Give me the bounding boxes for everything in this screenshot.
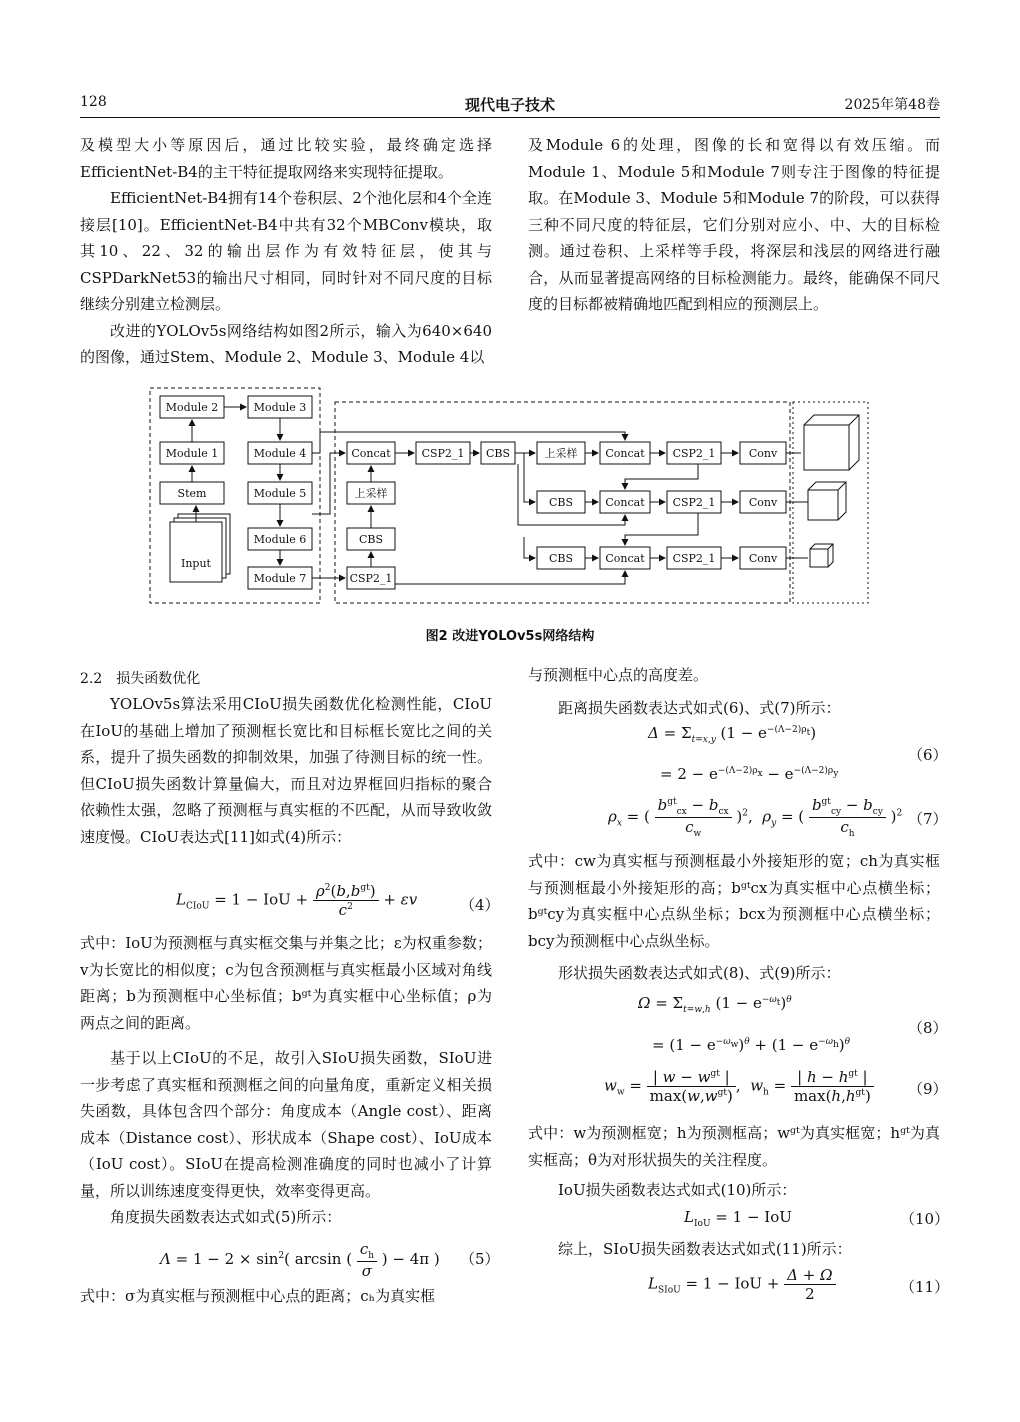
paragraph: 式中：cw为真实框与预测框最小外接矩形的宽；ch为真实框与预测框最小外接矩形的高；bᵍᵗcx为真实框中心点横坐标；bᵍᵗcy为真实框中心点纵坐标；bcx为预测框中心点横坐标；bcy为预测框中心点纵坐标。 xyxy=(528,852,940,950)
issue-info: 2025年第48卷 xyxy=(844,97,940,113)
paragraph: 及模型大小等原因后，通过比较实验，最终确定选择EfficientNet-B4的主干特征提取网络来实现特征提取。 xyxy=(80,136,492,181)
label-module7: Module 7 xyxy=(253,572,307,585)
equation-number: （11） xyxy=(900,1278,950,1296)
label-cbs: CBS xyxy=(548,552,574,565)
label-csp: CSP2_1 xyxy=(672,447,716,460)
equation-8-line2: = $(1 - e^{-\omega_w})^\theta + (1 - e^{-\omega_h})^\theta$ xyxy=(652,1036,851,1054)
paragraph: YOLOv5s算法采用CIoU损失函数优化检测性能，CIoU在IoU的基础上增加了预测框长宽比和目标框长宽比之间的关系，提升了损失函数的抑制效果，加强了待测目标的统一性。但CIoU损失函数计算量偏大，而且对边界框回归指标的聚合依赖性太强，忽略了预测框与真实框的不匹配，从而导致收敛速度慢。CIoU表达式[11]如式(4)所示： xyxy=(80,695,492,846)
equation-number: （4） xyxy=(460,896,500,914)
label-module5: Module 5 xyxy=(253,487,307,500)
label-csp: CSP2_1 xyxy=(421,447,465,460)
paragraph: 及Module 6的处理，图像的长和宽得以有效压缩。而Module 1、Module 5和Module 7则专注于图像的特征提取。在Module 3、Module 5和Module 7的阶段，可以获得三种不同尺度的特征层，它们分别对应小、中、大的目标检测。通过卷积、上采样等手段，将深层和浅层的网络进行融合，从而显著提高网络的目标检测能力。最终，能确保不同尺度的目标都被精确地匹配到相应的预测层上。 xyxy=(528,136,940,313)
paragraph: IoU损失函数表达式如式(10)所示： xyxy=(558,1181,797,1199)
paragraph: 式中：IoU为预测框与真实框交集与并集之比；ε为权重参数；v为长宽比的相似度；c为包含预测框与真实框最小区域对角线距离；b为预测框中心坐标值；bᵍᵗ为真实框中心坐标值；ρ为两点之间的距离。 xyxy=(80,934,492,1032)
label-stem: Stem xyxy=(177,487,207,500)
label-upsample: 上采样 xyxy=(354,487,388,500)
label-module4: Module 4 xyxy=(253,447,307,460)
equation-number: （8） xyxy=(908,1019,948,1037)
equation-number: （6） xyxy=(908,746,948,764)
label-cbs: CBS xyxy=(485,447,511,460)
paragraph: 角度损失函数表达式如式(5)所示： xyxy=(110,1208,342,1226)
label-cbs: CBS xyxy=(358,533,384,546)
right-column-bottom-d xyxy=(528,1236,940,1263)
left-column-bottom-a xyxy=(80,691,492,850)
equation-number: （10） xyxy=(900,1210,950,1228)
equation-4: $L_{CIoU} = 1$ − IoU + $\frac{\rho^2(b,b^{gt})}{c^2}$ + εv xyxy=(176,882,418,919)
network-diagram xyxy=(140,385,880,610)
label-conv: Conv xyxy=(748,552,778,565)
label-csp: CSP2_1 xyxy=(672,496,716,509)
label-concat: Concat xyxy=(351,447,391,460)
paragraph: 式中：σ为真实框与预测框中心点的距离；cₕ为真实框 xyxy=(80,1287,436,1305)
paragraph: 形状损失函数表达式如式(8)、式(9)所示： xyxy=(558,964,841,982)
label-module1: Module 1 xyxy=(165,447,219,460)
paragraph: EfficientNet-B4拥有14个卷积层、2个池化层和4个全连接层[10]。EfficientNet-B4中共有32个MBConv模块，取其10、22、32的输出层作为有效特征层，使其与CSPDarkNet53的输出尺寸相同，同时针对不同尺度的目标继续分别建立检测层。 xyxy=(80,189,492,313)
label-csp: CSP2_1 xyxy=(672,552,716,565)
header-rule xyxy=(80,117,940,118)
figure-caption: 图2 改进YOLOv5s网络结构 xyxy=(425,629,595,644)
right-column-bottom-a xyxy=(528,662,940,721)
right-column-bottom-c xyxy=(528,1120,940,1204)
equation-5: $\Lambda = 1 - 2 \times \sin^2$( arcsin ( $\frac{c_h}{\sigma}$ ) − 4π ) xyxy=(160,1240,440,1280)
label-upsample: 上采样 xyxy=(544,447,578,460)
equation-7: $\rho_x$ = ( $\frac{b^{gt}_{cx} - b_{cx}}{c_w}$ )$^2$, $\rho_y$ = ( $\frac{b^{gt}_{cy} - b_{cy}}{c_h}$ )$^2$ xyxy=(608,796,903,839)
label-module3: Module 3 xyxy=(253,401,307,414)
left-column-bottom-c xyxy=(80,1283,492,1310)
right-column-top xyxy=(528,132,940,318)
left-column-top xyxy=(80,132,492,371)
label-conv: Conv xyxy=(748,496,778,509)
equation-9: $w_w$ = $\frac{| w - w^{gt} |}{\max(w,w^{gt})}$ , $w_h$ = $\frac{| h - h^{gt} |}{\max(h,h^{gt})}$ xyxy=(604,1068,874,1105)
equation-number: （9） xyxy=(908,1080,948,1098)
right-column-bottom-b xyxy=(528,848,940,987)
left-column-bottom-b xyxy=(80,930,492,1231)
label-input: Input xyxy=(181,557,211,570)
equation-6-line2: = $2 - e^{-(\Lambda-2)\rho_x} - e^{-(\Lambda-2)\rho_y}$ xyxy=(660,765,839,783)
section-heading: 2.2 损失函数优化 xyxy=(80,671,201,687)
paragraph: 距离损失函数表达式如式(6)、式(7)所示： xyxy=(558,698,841,717)
label-cbs: CBS xyxy=(548,496,574,509)
paragraph: 综上，SIoU损失函数表达式如式(11)所示： xyxy=(558,1240,852,1258)
label-concat: Concat xyxy=(605,552,645,565)
journal-title: 现代电子技术 xyxy=(464,96,555,114)
label-conv: Conv xyxy=(748,447,778,460)
equation-11: $L_{SIoU} = 1$ − IoU + $\frac{\Delta + \Omega}{2}$ xyxy=(648,1266,836,1303)
label-concat: Concat xyxy=(605,447,645,460)
label-module6: Module 6 xyxy=(253,533,307,546)
equation-number: （7） xyxy=(908,810,948,828)
label-module2: Module 2 xyxy=(165,401,219,414)
paragraph: 式中：w为预测框宽；h为预测框高；wᵍᵗ为真实框宽；hᵍᵗ为真实框高；θ为对形状损失的关注程度。 xyxy=(528,1124,940,1169)
label-csp: CSP2_1 xyxy=(349,572,393,585)
equation-10: $L_{IoU} = 1$ − IoU xyxy=(684,1208,792,1229)
paragraph: 与预测框中心点的高度差。 xyxy=(528,666,709,684)
label-concat: Concat xyxy=(605,496,645,509)
equation-6-line1: $\Delta = \Sigma_{t=x,y}$ $(1 - e^{-(\Lambda-2)\rho_t})$ xyxy=(648,724,817,745)
page-number: 128 xyxy=(80,94,107,110)
paragraph: 基于以上CIoU的不足，故引入SIoU损失函数，SIoU进一步考虑了真实框和预测框之间的向量角度，重新定义相关损失函数，具体包含四个部分：角度成本（Angle cost）、距离成本（Distance cost）、形状成本（Shape cost）、IoU成本（IoU cost）。SIoU在提高检测准确度的同时也减小了计算量，所以训练速度变得更快，效率变得更高。 xyxy=(80,1049,492,1200)
equation-number: （5） xyxy=(460,1250,500,1268)
paragraph: 改进的YOLOv5s网络结构如图2所示，输入为640×640的图像，通过Stem、Module 2、Module 3、Module 4以 xyxy=(80,321,492,366)
equation-8-line1: $\Omega = \Sigma_{t=w,h}$ $(1 - e^{-\omega_t})^\theta$ xyxy=(638,994,792,1015)
